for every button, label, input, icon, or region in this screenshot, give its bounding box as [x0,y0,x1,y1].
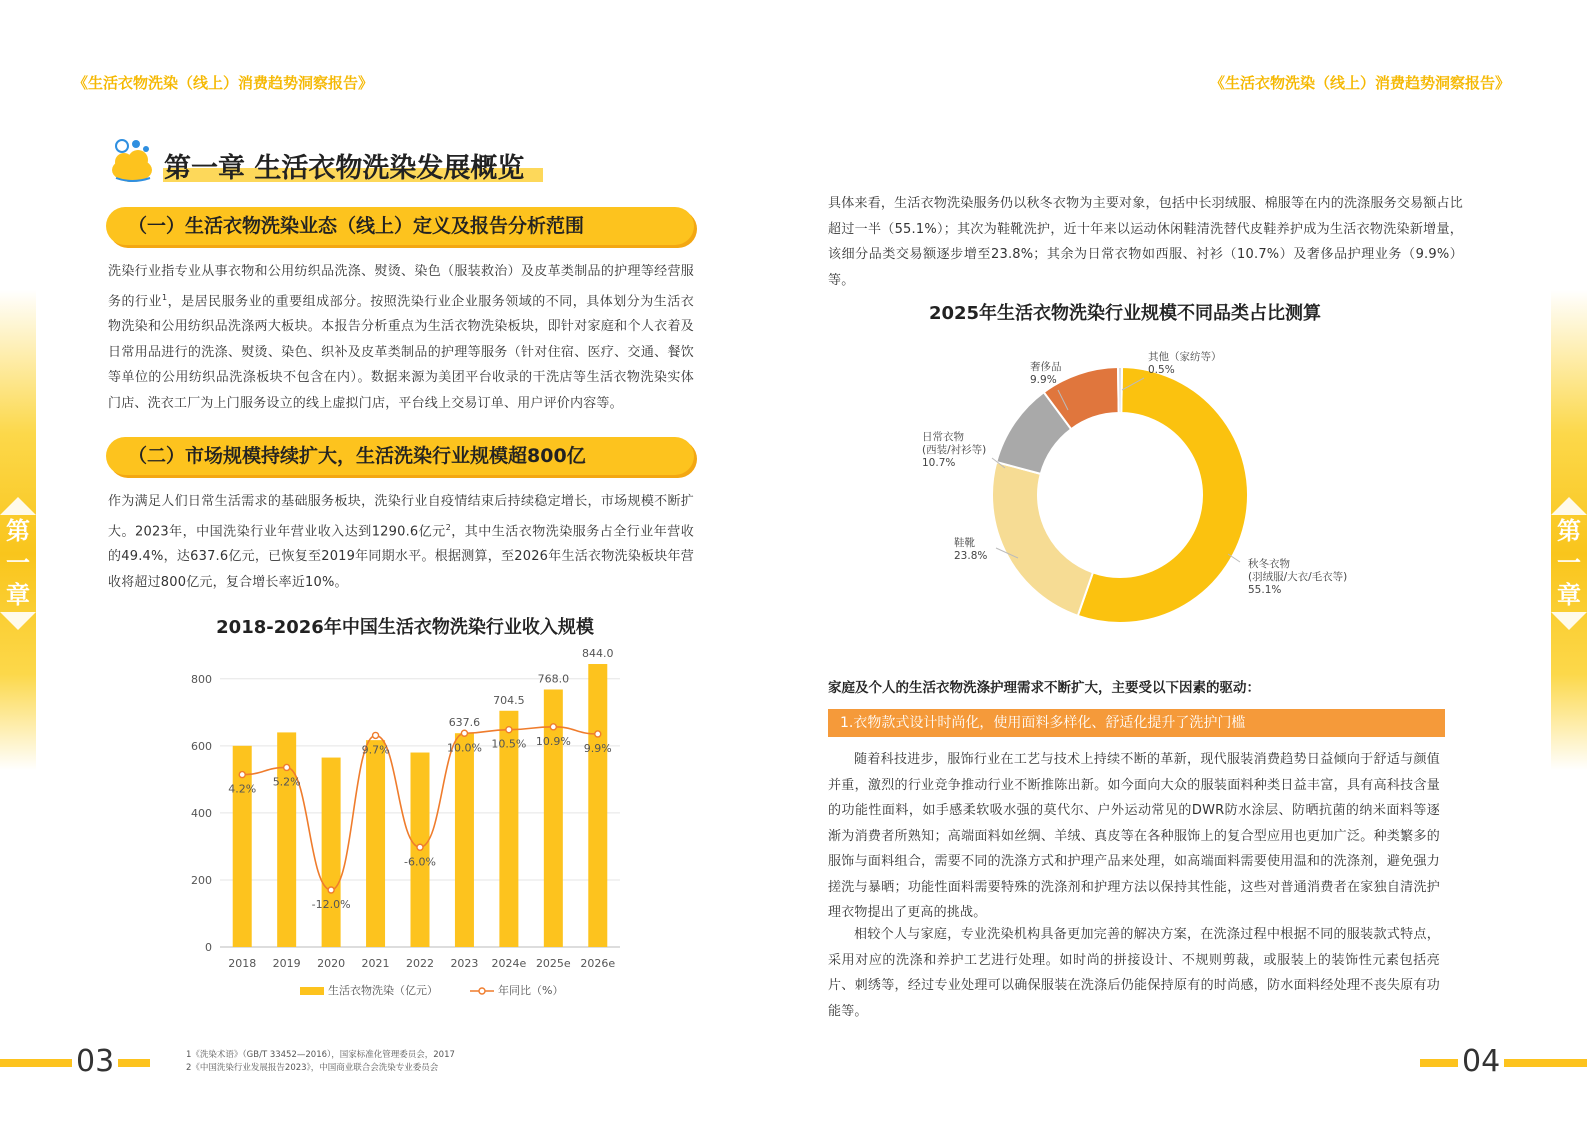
yoy-label: -6.0% [404,855,436,869]
donut-slice [992,462,1093,616]
yoy-label: 10.0% [446,741,482,755]
subsection-1-paragraph-1: 随着科技进步，服饰行业在工艺与技术上持续不断的革新，现代服装消费趋势日益倾向于舒适与颜值并重，激烈的行业竞争推动行业不断推陈出新。如今面向大众的服装面料种类日益丰富，具有高科技含量的功能性面料，如手感柔软吸水强的莫代尔、户外运动常见的DWR防水涂层、防晒抗菌的纳米面料等逐渐为消费者所熟知；高端面料如丝绸、羊绒、真皮等在各种服饰上的复合型应用也更加广泛。种类繁多的服饰与面料组合，需要不同的洗涤方式和护理产品来处理，如高端面料需要使用温和的洗涤剂，避免强力搓洗与暴晒；功能性面料需要特殊的洗涤剂和护理方法以保持其性能，这些对普通消费者在家独自清洗护理衣物提出了更高的挑战。 [828,752,1440,920]
slice-label: 鞋靴 [954,537,975,549]
yoy-point [239,772,245,778]
slice-sublabel: (羽绒服/大衣/毛衣等) [1248,571,1348,583]
pie-chart-title: 2025年生活衣物洗染行业规模不同品类占比测算 [928,303,1322,324]
slice-label: 奢侈品 [1030,361,1062,373]
legend-label-bar: 生活衣物洗染（亿元） [328,984,438,997]
yoy-point [373,732,379,738]
slice-label: 其他（家纺等） [1148,351,1222,363]
subsection-1-header [828,709,1445,737]
running-header-right: 《生活衣物洗染（线上）消费趋势洞察报告》 [1210,74,1511,92]
x-tick-label: 2023 [450,957,479,970]
bar-value-label: 704.5 [493,693,525,707]
bar-value-label: 637.6 [448,716,481,730]
side-tab-bottom-notch [1551,612,1587,642]
bar [322,758,341,947]
yoy-label: 9.9% [583,741,612,755]
subsection-1-paragraph-2: 相较个人与家庭，专业洗染机构具备更加完善的解决方案，在洗涤过程中根据不同的服装款式特点，采用对应的洗涤和养护工艺进行处理。如时尚的拼接设计、不规则剪裁，或服装上的装饰性元素包括亮片、刺绣等，经过专业处理可以确保服装在洗涤后仍能保持原有的时尚感，防水面料经处理不丧失原有功能等。 [828,927,1440,1019]
footnote-1: 1《洗染术语》（GB/T 33452—2016），国家标准化管理委员会，2017 [186,1050,455,1060]
yoy-point [506,727,512,733]
side-tab-char-1: 第 [6,517,30,545]
running-header-left: 《生活衣物洗染（线上）消费趋势洞察报告》 [73,74,374,92]
y-tick-label: 800 [191,672,212,686]
slice-label: 日常衣物 [922,431,964,443]
drivers-heading: 家庭及个人的生活衣物洗涤护理需求不断扩大，主要受以下因素的驱动： [828,680,1260,696]
y-tick-label: 600 [191,739,212,753]
side-tab-bottom-notch [0,612,36,642]
yoy-label: 10.5% [491,737,527,751]
yoy-point [417,844,423,850]
side-tab-char-3: 章 [6,581,30,609]
page-number-right: 04 [1458,1044,1504,1079]
right-intro-paragraph: 具体来看，生活衣物洗染服务仍以秋冬衣物为主要对象，包括中长羽绒服、棉服等在内的洗涤服务交易额占比超过一半（55.1%）；其次为鞋靴洗护，近十年来以运动休闲鞋清洗替代皮鞋养护成为生活衣物洗染新增量，该细分品类交易额逐步增至23.8%；其余为日常衣物如西服、衬衫（10.7%）及奢侈品护理业务（9.9%）等。 [828,196,1463,288]
yoy-label: 9.7% [361,743,390,757]
section-1-text-b: ，是居民服务业的重要组成部分。按照洗染行业企业服务领域的不同，具体划分为生活衣物洗染和公用纺织品洗涤两大板块。本报告分析重点为生活衣物洗染板块，即针对家庭和个人衣着及日常用品进行的洗涤、熨烫、染色、织补及皮革类制品的护理等服务（针对住宿、医疗、交通、餐饮等单位的公用纺织品洗涤板块不包含在内）。数据来源为美团平台收录的干洗店等生活衣物洗染实体门店、洗衣工厂为上门服务设立的线上虚拟门店，平台线上交易订单、用户评价内容等。 [108,293,694,411]
page-number-left: 03 [72,1044,118,1079]
bar-value-label: 844.0 [582,647,614,661]
right-side-tab [1551,290,1587,770]
yoy-point [461,730,467,736]
section-2-text-a: 作为满足人们日常生活需求的基础服务板块，洗染行业自疫情结束后持续稳定增长，市场规模不断扩大。2023年，中国洗染行业年营业收入达到1290.6亿元 [108,494,694,539]
footnote-2: 2《中国洗染行业发展报告2023》，中国商业联合会洗染专业委员会 [186,1063,439,1073]
bar-chart [180,645,650,1015]
slice-percent: 9.9% [1030,374,1057,386]
bar [366,740,385,947]
legend-swatch-point [479,988,485,994]
slice-percent: 0.5% [1148,364,1175,376]
yoy-point [328,887,334,893]
footnote-ref-1: 1 [162,292,168,302]
left-side-tab [0,290,36,770]
slice-label: 秋冬衣物 [1248,558,1290,570]
bar [588,664,607,947]
side-tab-char-2: 一 [1557,549,1581,577]
section-2-header [106,437,694,475]
yoy-label: 4.2% [228,782,257,796]
donut-chart [900,340,1380,650]
section-1-header [106,207,694,245]
slice-percent: 55.1% [1248,584,1282,596]
x-tick-label: 2021 [361,957,390,970]
section-2-text-b: ，其中生活衣物洗染服务占全行业年营收的49.4%，达637.6亿元，已恢复至2019年同期水平。根据测算，至2026年生活衣物洗染板块年营收将超过800亿元，复合增长率近10%。 [108,523,694,590]
yoy-point [595,731,601,737]
y-tick-label: 0 [205,941,212,954]
x-tick-label: 2026e [580,957,616,970]
side-tab-char-1: 第 [1557,517,1581,545]
slice-percent: 10.7% [922,457,956,469]
cloud-bubbles-icon [108,138,158,186]
x-tick-label: 2024e [491,957,527,970]
x-tick-label: 2018 [228,957,257,970]
section-1-text-a: 洗染行业指专业从事衣物和公用纺织品洗涤、熨烫、染色（服装救治）及皮革类制品的护理等经营服务的行业 [108,264,694,309]
x-tick-label: 2019 [272,957,301,970]
legend-swatch-bar [300,987,324,995]
footnotes [186,1049,455,1075]
side-tab-top-notch [1551,485,1587,515]
bar-chart-title: 2018-2026年中国生活衣物洗染行业收入规模 [216,617,594,638]
slice-percent: 23.8% [954,550,988,562]
y-tick-label: 400 [191,806,212,820]
x-tick-label: 2020 [317,957,346,970]
donut-slice [1118,367,1122,413]
subsection-1-title: 1.衣物款式设计时尚化，使用面料多样化、舒适化提升了洗护门槛 [840,715,1246,731]
section-1-body [108,259,694,416]
chapter-title: 第一章 生活衣物洗染发展概览 [164,153,525,184]
section-2-title: （二）市场规模持续扩大，生活洗染行业规模超800亿 [128,445,586,467]
bar-value-label: 768.0 [537,672,570,686]
section-1-title: （一）生活衣物洗染业态（线上）定义及报告分析范围 [128,215,585,237]
legend-label-line: 年同比（%） [498,984,564,997]
bar [455,733,474,947]
yoy-point [284,764,290,770]
side-tab-char-2: 一 [6,549,30,577]
side-tab-char-3: 章 [1557,581,1581,609]
x-tick-label: 2025e [535,957,571,970]
yoy-label: 10.9% [535,734,571,748]
x-tick-label: 2022 [406,957,434,970]
y-tick-label: 200 [191,873,212,887]
section-2-body [108,489,694,595]
side-tab-top-notch [0,485,36,515]
slice-sublabel: (西装/衬衫等) [922,444,987,456]
yoy-point [550,724,556,730]
yoy-label: 5.2% [272,775,301,789]
footnote-ref-2: 2 [445,522,451,532]
yoy-label: -12.0% [311,898,351,911]
